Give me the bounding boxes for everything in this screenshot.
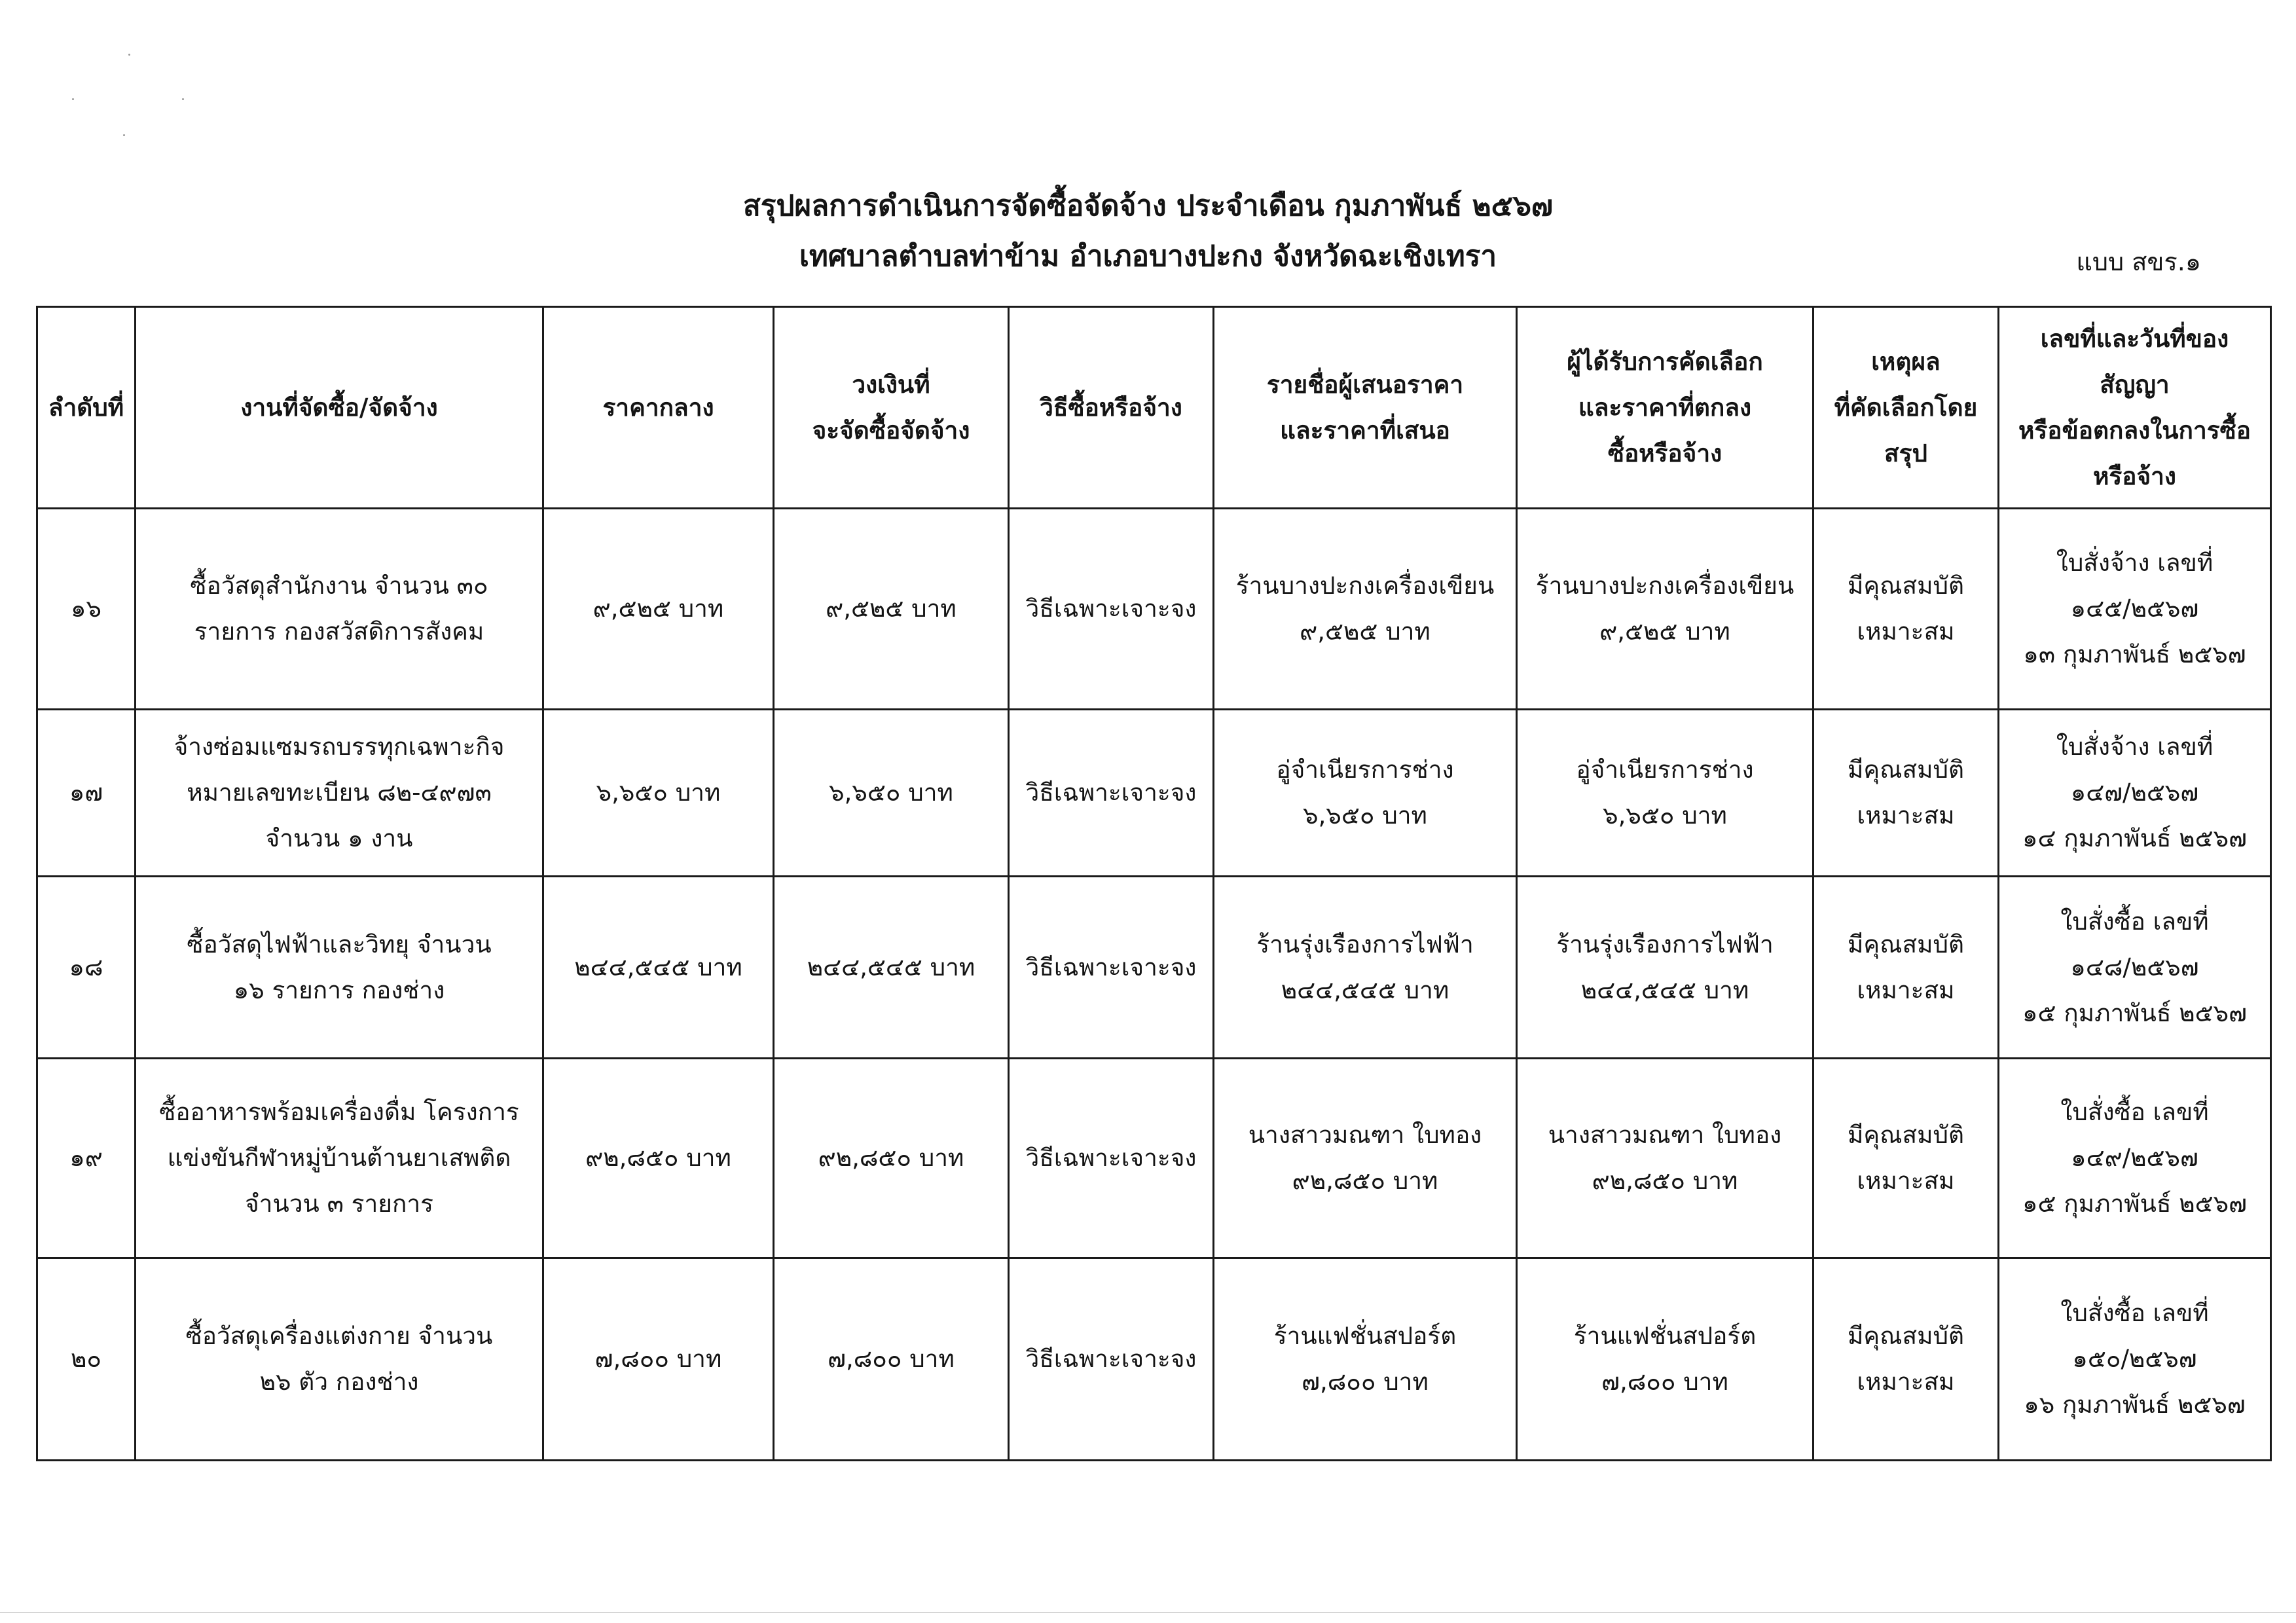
- cell-no: ๑๗: [37, 710, 136, 877]
- scan-speck: [123, 134, 125, 136]
- cell-bidders: ร้านบางปะกงเครื่องเขียน ๙,๕๒๕ บาท: [1214, 509, 1517, 710]
- cell-work: จ้างซ่อมแซมรถบรรทุกเฉพาะกิจ หมายเลขทะเบียน ๘๒-๔๙๗๓ จำนวน ๑ งาน: [136, 710, 543, 877]
- cell-method: วิธีเฉพาะเจาะจง: [1009, 509, 1214, 710]
- cell-bidders: อู่จำเนียรการช่าง ๖,๖๕๐ บาท: [1214, 710, 1517, 877]
- cell-median-price: ๗,๘๐๐ บาท: [543, 1258, 774, 1461]
- header-reason: เหตุผล ที่คัดเลือกโดย สรุป: [1813, 307, 1999, 509]
- cell-no: ๑๙: [37, 1059, 136, 1258]
- header-budget: วงเงินที่ จะจัดซื้อจัดจ้าง: [774, 307, 1009, 509]
- cell-budget: ๙๒,๘๕๐ บาท: [774, 1059, 1009, 1258]
- header-median-price: ราคากลาง: [543, 307, 774, 509]
- cell-method: วิธีเฉพาะเจาะจง: [1009, 1059, 1214, 1258]
- cell-budget: ๙,๕๒๕ บาท: [774, 509, 1009, 710]
- cell-contract: ใบสั่งซื้อ เลขที่ ๑๕๐/๒๕๖๗ ๑๖ กุมภาพันธ์ ๒๕๖๗: [1999, 1258, 2271, 1461]
- header-no: ลำดับที่: [37, 307, 136, 509]
- table-header-row: [37, 307, 2271, 509]
- cell-no: ๑๘: [37, 877, 136, 1059]
- header-selected: ผู้ได้รับการคัดเลือก และราคาที่ตกลง ซื้อหรือจ้าง: [1517, 307, 1813, 509]
- cell-median-price: ๒๔๔,๕๔๕ บาท: [543, 877, 774, 1059]
- cell-no: ๑๖: [37, 509, 136, 710]
- document-title: สรุปผลการดำเนินการจัดซื้อจัดจ้าง ประจำเดือน กุมภาพันธ์ ๒๕๖๗: [743, 189, 1553, 223]
- cell-no: ๒๐: [37, 1258, 136, 1461]
- cell-work: ซื้ออาหารพร้อมเครื่องดื่ม โครงการ แข่งขันกีฬาหมู่บ้านต้านยาเสพติด จำนวน ๓ รายการ: [136, 1059, 543, 1258]
- cell-median-price: ๙,๕๒๕ บาท: [543, 509, 774, 710]
- cell-bidders: ร้านรุ่งเรืองการไฟฟ้า ๒๔๔,๕๔๕ บาท: [1214, 877, 1517, 1059]
- cell-contract: ใบสั่งซื้อ เลขที่ ๑๔๘/๒๕๖๗ ๑๕ กุมภาพันธ์ ๒๕๖๗: [1999, 877, 2271, 1059]
- cell-reason: มีคุณสมบัติ เหมาะสม: [1813, 877, 1999, 1059]
- scan-speck: [182, 98, 184, 100]
- cell-reason: มีคุณสมบัติ เหมาะสม: [1813, 1258, 1999, 1461]
- header-method: วิธีซื้อหรือจ้าง: [1009, 307, 1214, 509]
- cell-reason: มีคุณสมบัติ เหมาะสม: [1813, 710, 1999, 877]
- cell-budget: ๖,๖๕๐ บาท: [774, 710, 1009, 877]
- cell-median-price: ๙๒,๘๕๐ บาท: [543, 1059, 774, 1258]
- cell-method: วิธีเฉพาะเจาะจง: [1009, 1258, 1214, 1461]
- table-row: [37, 1059, 2271, 1258]
- cell-work: ซื้อวัสดุเครื่องแต่งกาย จำนวน ๒๖ ตัว กองช่าง: [136, 1258, 543, 1461]
- header-contract: เลขที่และวันที่ของ สัญญา หรือข้อตกลงในการซื้อ หรือจ้าง: [1999, 307, 2271, 509]
- cell-reason: มีคุณสมบัติ เหมาะสม: [1813, 509, 1999, 710]
- cell-method: วิธีเฉพาะเจาะจง: [1009, 877, 1214, 1059]
- cell-reason: มีคุณสมบัติ เหมาะสม: [1813, 1059, 1999, 1258]
- scan-speck: [72, 98, 74, 100]
- table-row: [37, 1258, 2271, 1461]
- document-subtitle: เทศบาลตำบลท่าข้าม อำเภอบางปะกง จังหวัดฉะเชิงเทรา: [799, 240, 1497, 273]
- cell-selected: ร้านบางปะกงเครื่องเขียน ๙,๕๒๕ บาท: [1517, 509, 1813, 710]
- cell-contract: ใบสั่งจ้าง เลขที่ ๑๔๕/๒๕๖๗ ๑๓ กุมภาพันธ์ ๒๕๖๗: [1999, 509, 2271, 710]
- header-bidders: รายชื่อผู้เสนอราคา และราคาที่เสนอ: [1214, 307, 1517, 509]
- table-row: [37, 877, 2271, 1059]
- table-row: [37, 509, 2271, 710]
- header-work: งานที่จัดซื้อ/จัดจ้าง: [136, 307, 543, 509]
- table-row: [37, 710, 2271, 877]
- cell-bidders: ร้านแฟชั่นสปอร์ต ๗,๘๐๐ บาท: [1214, 1258, 1517, 1461]
- cell-method: วิธีเฉพาะเจาะจง: [1009, 710, 1214, 877]
- cell-contract: ใบสั่งจ้าง เลขที่ ๑๔๗/๒๕๖๗ ๑๔ กุมภาพันธ์ ๒๕๖๗: [1999, 710, 2271, 877]
- cell-selected: นางสาวมณฑา ใบทอง ๙๒,๘๕๐ บาท: [1517, 1059, 1813, 1258]
- scan-speck: [128, 54, 130, 56]
- cell-median-price: ๖,๖๕๐ บาท: [543, 710, 774, 877]
- cell-bidders: นางสาวมณฑา ใบทอง ๙๒,๘๕๐ บาท: [1214, 1059, 1517, 1258]
- form-code: แบบ สขร.๑: [2076, 247, 2201, 276]
- procurement-table: [36, 306, 2272, 1461]
- cell-selected: ร้านรุ่งเรืองการไฟฟ้า ๒๔๔,๕๔๕ บาท: [1517, 877, 1813, 1059]
- cell-selected: อู่จำเนียรการช่าง ๖,๖๕๐ บาท: [1517, 710, 1813, 877]
- cell-contract: ใบสั่งซื้อ เลขที่ ๑๔๙/๒๕๖๗ ๑๕ กุมภาพันธ์ ๒๕๖๗: [1999, 1059, 2271, 1258]
- cell-budget: ๒๔๔,๕๔๕ บาท: [774, 877, 1009, 1059]
- scan-edge-line: [0, 1612, 2296, 1613]
- cell-budget: ๗,๘๐๐ บาท: [774, 1258, 1009, 1461]
- cell-work: ซื้อวัสดุสำนักงาน จำนวน ๓๐ รายการ กองสวัสดิการสังคม: [136, 509, 543, 710]
- cell-work: ซื้อวัสดุไฟฟ้าและวิทยุ จำนวน ๑๖ รายการ กองช่าง: [136, 877, 543, 1059]
- cell-selected: ร้านแฟชั่นสปอร์ต ๗,๘๐๐ บาท: [1517, 1258, 1813, 1461]
